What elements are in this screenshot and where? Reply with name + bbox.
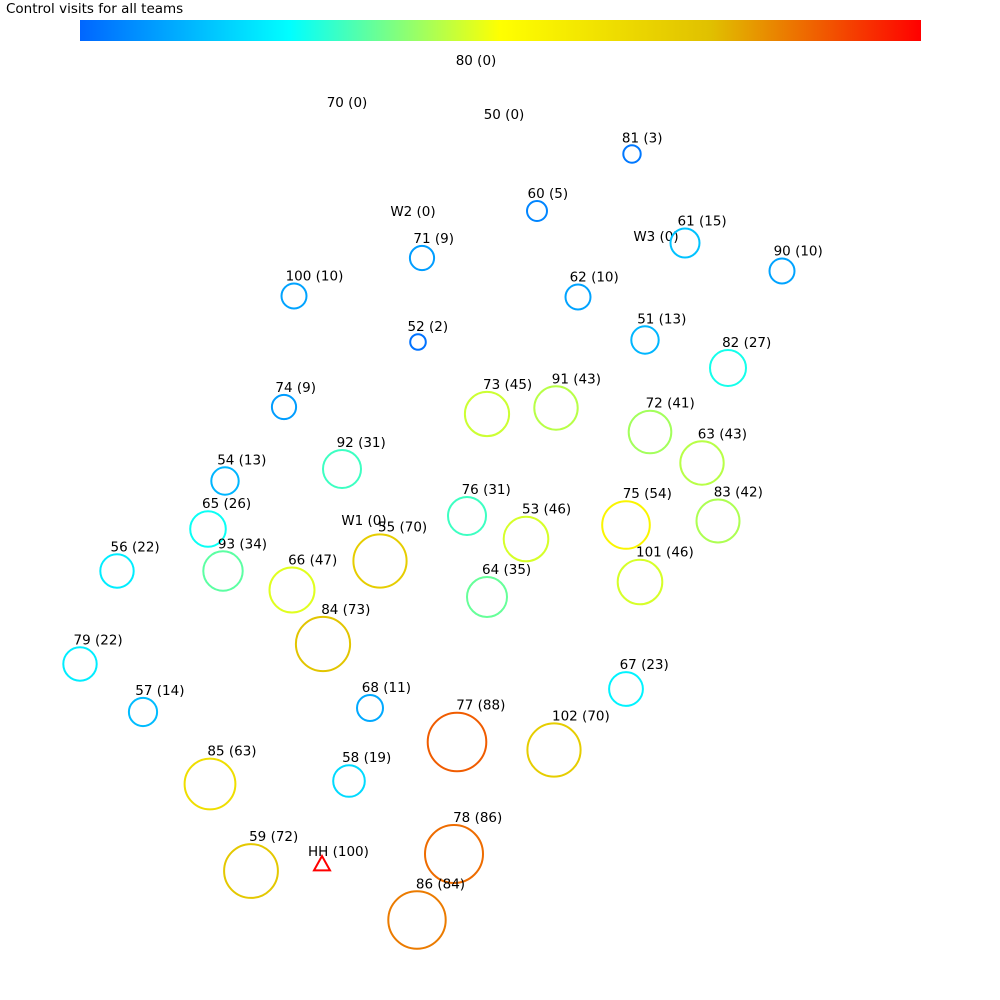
control-circle-64 — [467, 577, 507, 617]
control-circle-101 — [618, 560, 663, 605]
control-label-70: 70 (0) — [326, 95, 368, 111]
control-circle-82 — [710, 350, 746, 386]
control-label-82: 82 (27) — [722, 335, 772, 351]
control-label-61: 61 (15) — [677, 213, 727, 230]
control-circle-76 — [448, 497, 486, 535]
control-label-81: 81 (3) — [621, 130, 663, 147]
control-label-w1: W1 (0) — [341, 513, 387, 529]
chart-title: Control visits for all teams — [6, 1, 184, 17]
control-label-62: 62 (10) — [569, 269, 619, 286]
control-label-66: 66 (47) — [288, 552, 338, 569]
control-label-78: 78 (86) — [453, 810, 503, 826]
control-label-64: 64 (35) — [482, 562, 532, 578]
control-circle-75 — [602, 501, 650, 549]
control-label-59: 59 (72) — [249, 829, 299, 846]
control-label-85: 85 (63) — [207, 743, 257, 760]
control-circle-53 — [504, 517, 549, 562]
control-label-54: 54 (13) — [217, 452, 267, 469]
control-label-58: 58 (19) — [342, 750, 392, 767]
control-circle-86 — [388, 891, 445, 948]
control-circle-83 — [697, 500, 740, 543]
control-label-50: 50 (0) — [483, 107, 525, 123]
control-circle-68 — [357, 695, 383, 721]
control-circle-79 — [63, 647, 96, 680]
control-label-80: 80 (0) — [455, 53, 497, 69]
control-circle-93 — [203, 551, 242, 590]
control-circle-59 — [224, 844, 278, 898]
control-label-65: 65 (26) — [202, 496, 252, 513]
control-label-90: 90 (10) — [773, 243, 823, 260]
control-label-55: 55 (70) — [378, 519, 428, 536]
control-label-83: 83 (42) — [713, 484, 763, 501]
control-circle-60 — [527, 201, 547, 221]
control-circle-72 — [629, 411, 672, 454]
control-label-67: 67 (23) — [619, 657, 669, 674]
control-circle-91 — [534, 386, 577, 429]
control-circle-73 — [465, 392, 509, 436]
control-circle-78 — [425, 825, 483, 883]
control-circle-102 — [527, 723, 580, 776]
control-circle-51 — [631, 326, 658, 353]
control-circle-81 — [623, 145, 640, 162]
control-circle-56 — [100, 554, 133, 587]
control-circle-58 — [333, 765, 365, 797]
control-label-71: 71 (9) — [413, 230, 454, 247]
control-label-72: 72 (41) — [645, 395, 695, 412]
control-circle-77 — [428, 713, 487, 772]
control-label-52: 52 (2) — [407, 319, 449, 336]
control-circle-74 — [272, 395, 296, 419]
control-circle-55 — [353, 534, 406, 587]
control-circle-100 — [282, 284, 307, 309]
control-label-84: 84 (73) — [321, 601, 371, 618]
control-circle-84 — [296, 617, 350, 671]
control-label-w2: W2 (0) — [390, 204, 436, 220]
control-label-102: 102 (70) — [552, 708, 610, 725]
control-label-79: 79 (22) — [73, 632, 123, 649]
control-label-hh: HH (100) — [308, 844, 369, 860]
control-label-w3: W3 (0) — [633, 229, 679, 245]
control-circle-62 — [566, 285, 591, 310]
control-label-60: 60 (5) — [527, 186, 569, 202]
control-circle-63 — [680, 441, 723, 484]
colorbar — [80, 20, 921, 41]
control-label-51: 51 (13) — [637, 311, 687, 328]
control-label-57: 57 (14) — [135, 682, 185, 699]
control-label-73: 73 (45) — [483, 376, 533, 393]
control-label-93: 93 (34) — [217, 536, 268, 553]
control-label-100: 100 (10) — [285, 268, 344, 285]
control-circle-54 — [211, 467, 238, 494]
control-label-92: 92 (31) — [336, 435, 386, 451]
control-label-86: 86 (84) — [415, 876, 466, 893]
control-circle-92 — [323, 450, 361, 488]
control-label-53: 53 (46) — [522, 501, 572, 518]
control-circle-66 — [270, 568, 315, 613]
control-label-91: 91 (43) — [551, 371, 601, 388]
control-circle-90 — [770, 259, 795, 284]
control-label-77: 77 (88) — [456, 697, 506, 714]
control-circle-57 — [129, 698, 157, 726]
control-label-76: 76 (31) — [461, 482, 511, 498]
control-circle-85 — [185, 759, 236, 810]
control-label-101: 101 (46) — [636, 544, 694, 561]
control-circle-52 — [410, 334, 426, 350]
control-label-56: 56 (22) — [110, 539, 160, 556]
control-label-74: 74 (9) — [275, 379, 316, 396]
control-label-68: 68 (11) — [361, 680, 411, 696]
control-label-63: 63 (43) — [697, 426, 747, 443]
control-circle-71 — [410, 246, 434, 270]
control-label-75: 75 (54) — [622, 486, 672, 503]
control-circle-67 — [609, 672, 643, 706]
